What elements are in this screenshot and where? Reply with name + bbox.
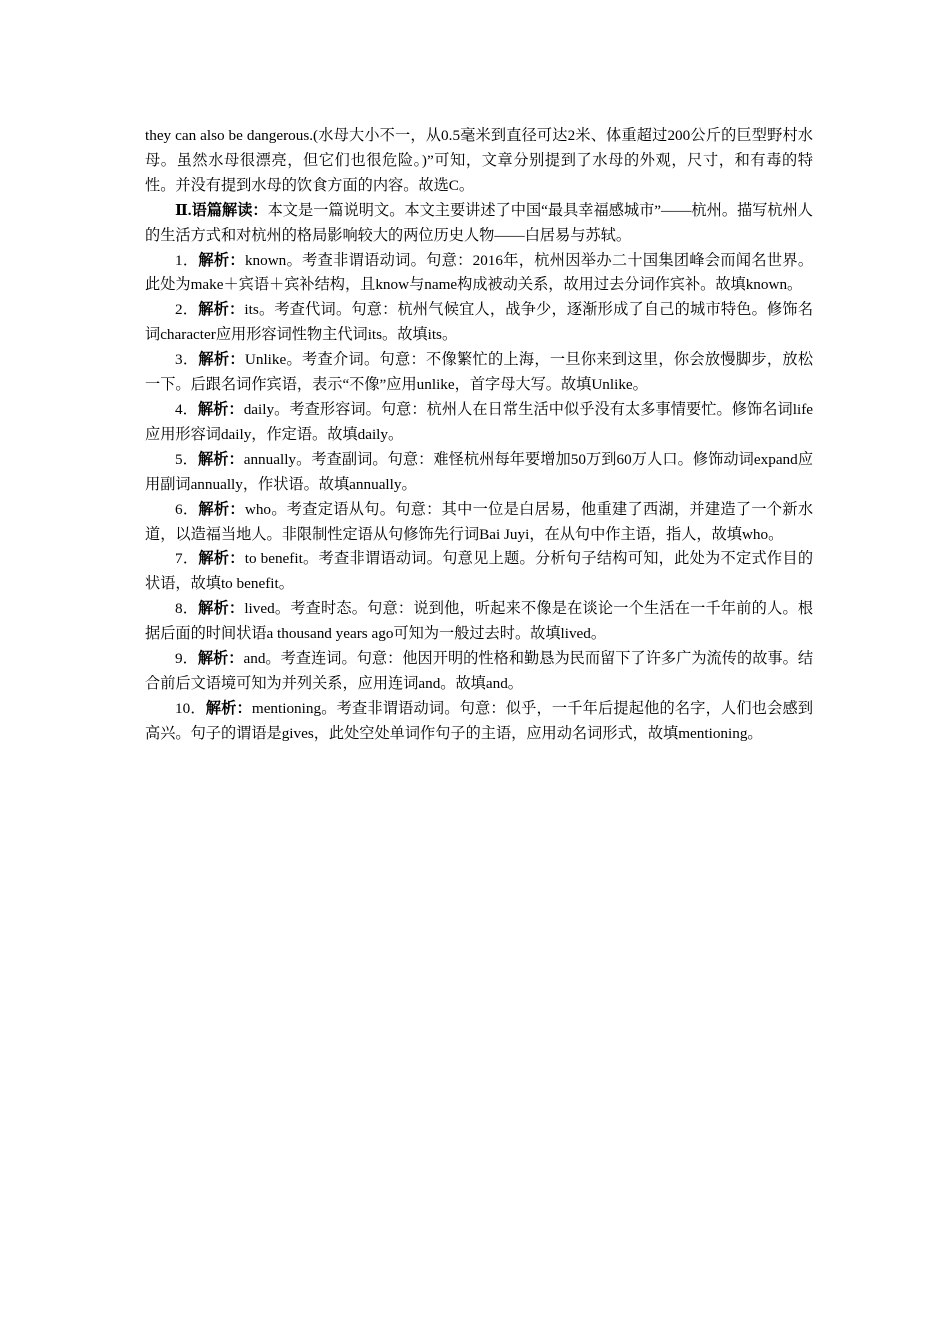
item-number: 3． (175, 351, 199, 369)
analysis-item-1 (145, 249, 813, 299)
analysis-item-4 (145, 398, 813, 448)
analysis-label: 解析： (198, 351, 245, 369)
answer-explanation-body (145, 124, 813, 747)
item-text: daily。考查形容词。句意：杭州人在日常生活中似乎没有太多事情要忙。修饰名词life应用形容词daily，作定语。故填daily。 (145, 400, 814, 443)
analysis-label: 解析： (197, 400, 244, 418)
analysis-label: 解析： (197, 650, 244, 668)
item-text: annually。考查副词。句意：难怪杭州每年要增加50万到60万人口。修饰动词expand应用副词annually，作状语。故填annually。 (145, 450, 814, 493)
item-number: 10． (175, 699, 206, 717)
analysis-label: 解析： (198, 500, 245, 518)
intro-text: they can also be dangerous.(水母大小不一，从0.5毫米到直径可达2米、体重超过200公斤的巨型野村水母。虽然水母很漂亮，但它们也很危险。)”可知，文章分别提到了水母的外观，尺寸，和有毒的特性。并没有提到水母的饮食方面的内容。故选C。 (145, 127, 813, 194)
item-number: 7． (175, 550, 199, 568)
analysis-item-8 (145, 597, 813, 647)
item-number: 1． (175, 251, 199, 269)
item-text: who。考查定语从句。句意：其中一位是白居易，他重建了西湖，并建造了一个新水道，以造福当地人。非限制性定语从句修饰先行词Bai Juyi，在从句中作主语，指人，故填who。 (145, 500, 814, 543)
item-text: and。考查连词。句意：他因开明的性格和勤恳为民而留下了许多广为流传的故事。结合前后文语境可知为并列关系，应用连词and。故填and。 (145, 650, 814, 692)
analysis-item-6 (145, 498, 813, 548)
item-number: 2． (175, 301, 199, 319)
item-text: lived。考查时态。句意：说到他，听起来不像是在谈论一个生活在一千年前的人。根据后面的时间状语a thousand years ago可知为一般过去时。故填lived。 (145, 600, 814, 643)
passage-summary-paragraph (145, 199, 813, 249)
analysis-item-9 (145, 647, 813, 697)
item-text: mentioning。考查非谓语动词。句意：似乎，一千年后提起他的名字，人们也会感到高兴。句子的谓语是gives，此处空处单词作句子的主语，应用动名词形式，故填mentioning。 (145, 699, 814, 742)
analysis-label: 解析： (198, 301, 245, 319)
item-text: to benefit。考查非谓语动词。句意见上题。分析句子结构可知，此处为不定式作目的状语，故填to benefit。 (145, 550, 814, 593)
item-number: 9． (175, 650, 198, 668)
analysis-item-5 (145, 448, 813, 498)
intro-paragraph (145, 124, 813, 199)
item-text: known。考查非谓语动词。句意：2016年，杭州因举办二十国集团峰会而闻名世界。此处为make＋宾语＋宾补结构，且know与name构成被动关系，故用过去分词作宾补。故填known。 (145, 251, 814, 294)
item-number: 4． (175, 400, 198, 418)
item-text: its。考查代词。句意：杭州气候宜人，战争少，逐渐形成了自己的城市特色。修饰名词character应用形容词性物主代词its。故填its。 (145, 301, 814, 344)
passage-summary-text: 本文是一篇说明文。本文主要讲述了中国“最具幸福感城市”——杭州。描写杭州人的生活方式和对杭州的格局影响较大的两位历史人物——白居易与苏轼。 (145, 201, 813, 244)
analysis-item-3 (145, 348, 813, 398)
analysis-item-10 (145, 697, 813, 747)
analysis-item-7 (145, 547, 813, 597)
passage-summary-label: Ⅱ.语篇解读： (175, 201, 268, 219)
item-number: 5． (175, 450, 198, 468)
analysis-label: 解析： (198, 550, 245, 568)
item-text: Unlike。考查介词。句意：不像繁忙的上海，一旦你来到这里，你会放慢脚步，放松一下。后跟名词作宾语，表示“不像”应用unlike，首字母大写。故填Unlike。 (145, 351, 814, 394)
analysis-label: 解析： (197, 450, 244, 468)
analysis-label: 解析： (198, 251, 245, 269)
analysis-label: 解析： (198, 600, 245, 618)
item-number: 6． (175, 500, 199, 518)
analysis-label: 解析： (205, 699, 252, 717)
analysis-item-2 (145, 298, 813, 348)
item-number: 8． (175, 600, 199, 618)
